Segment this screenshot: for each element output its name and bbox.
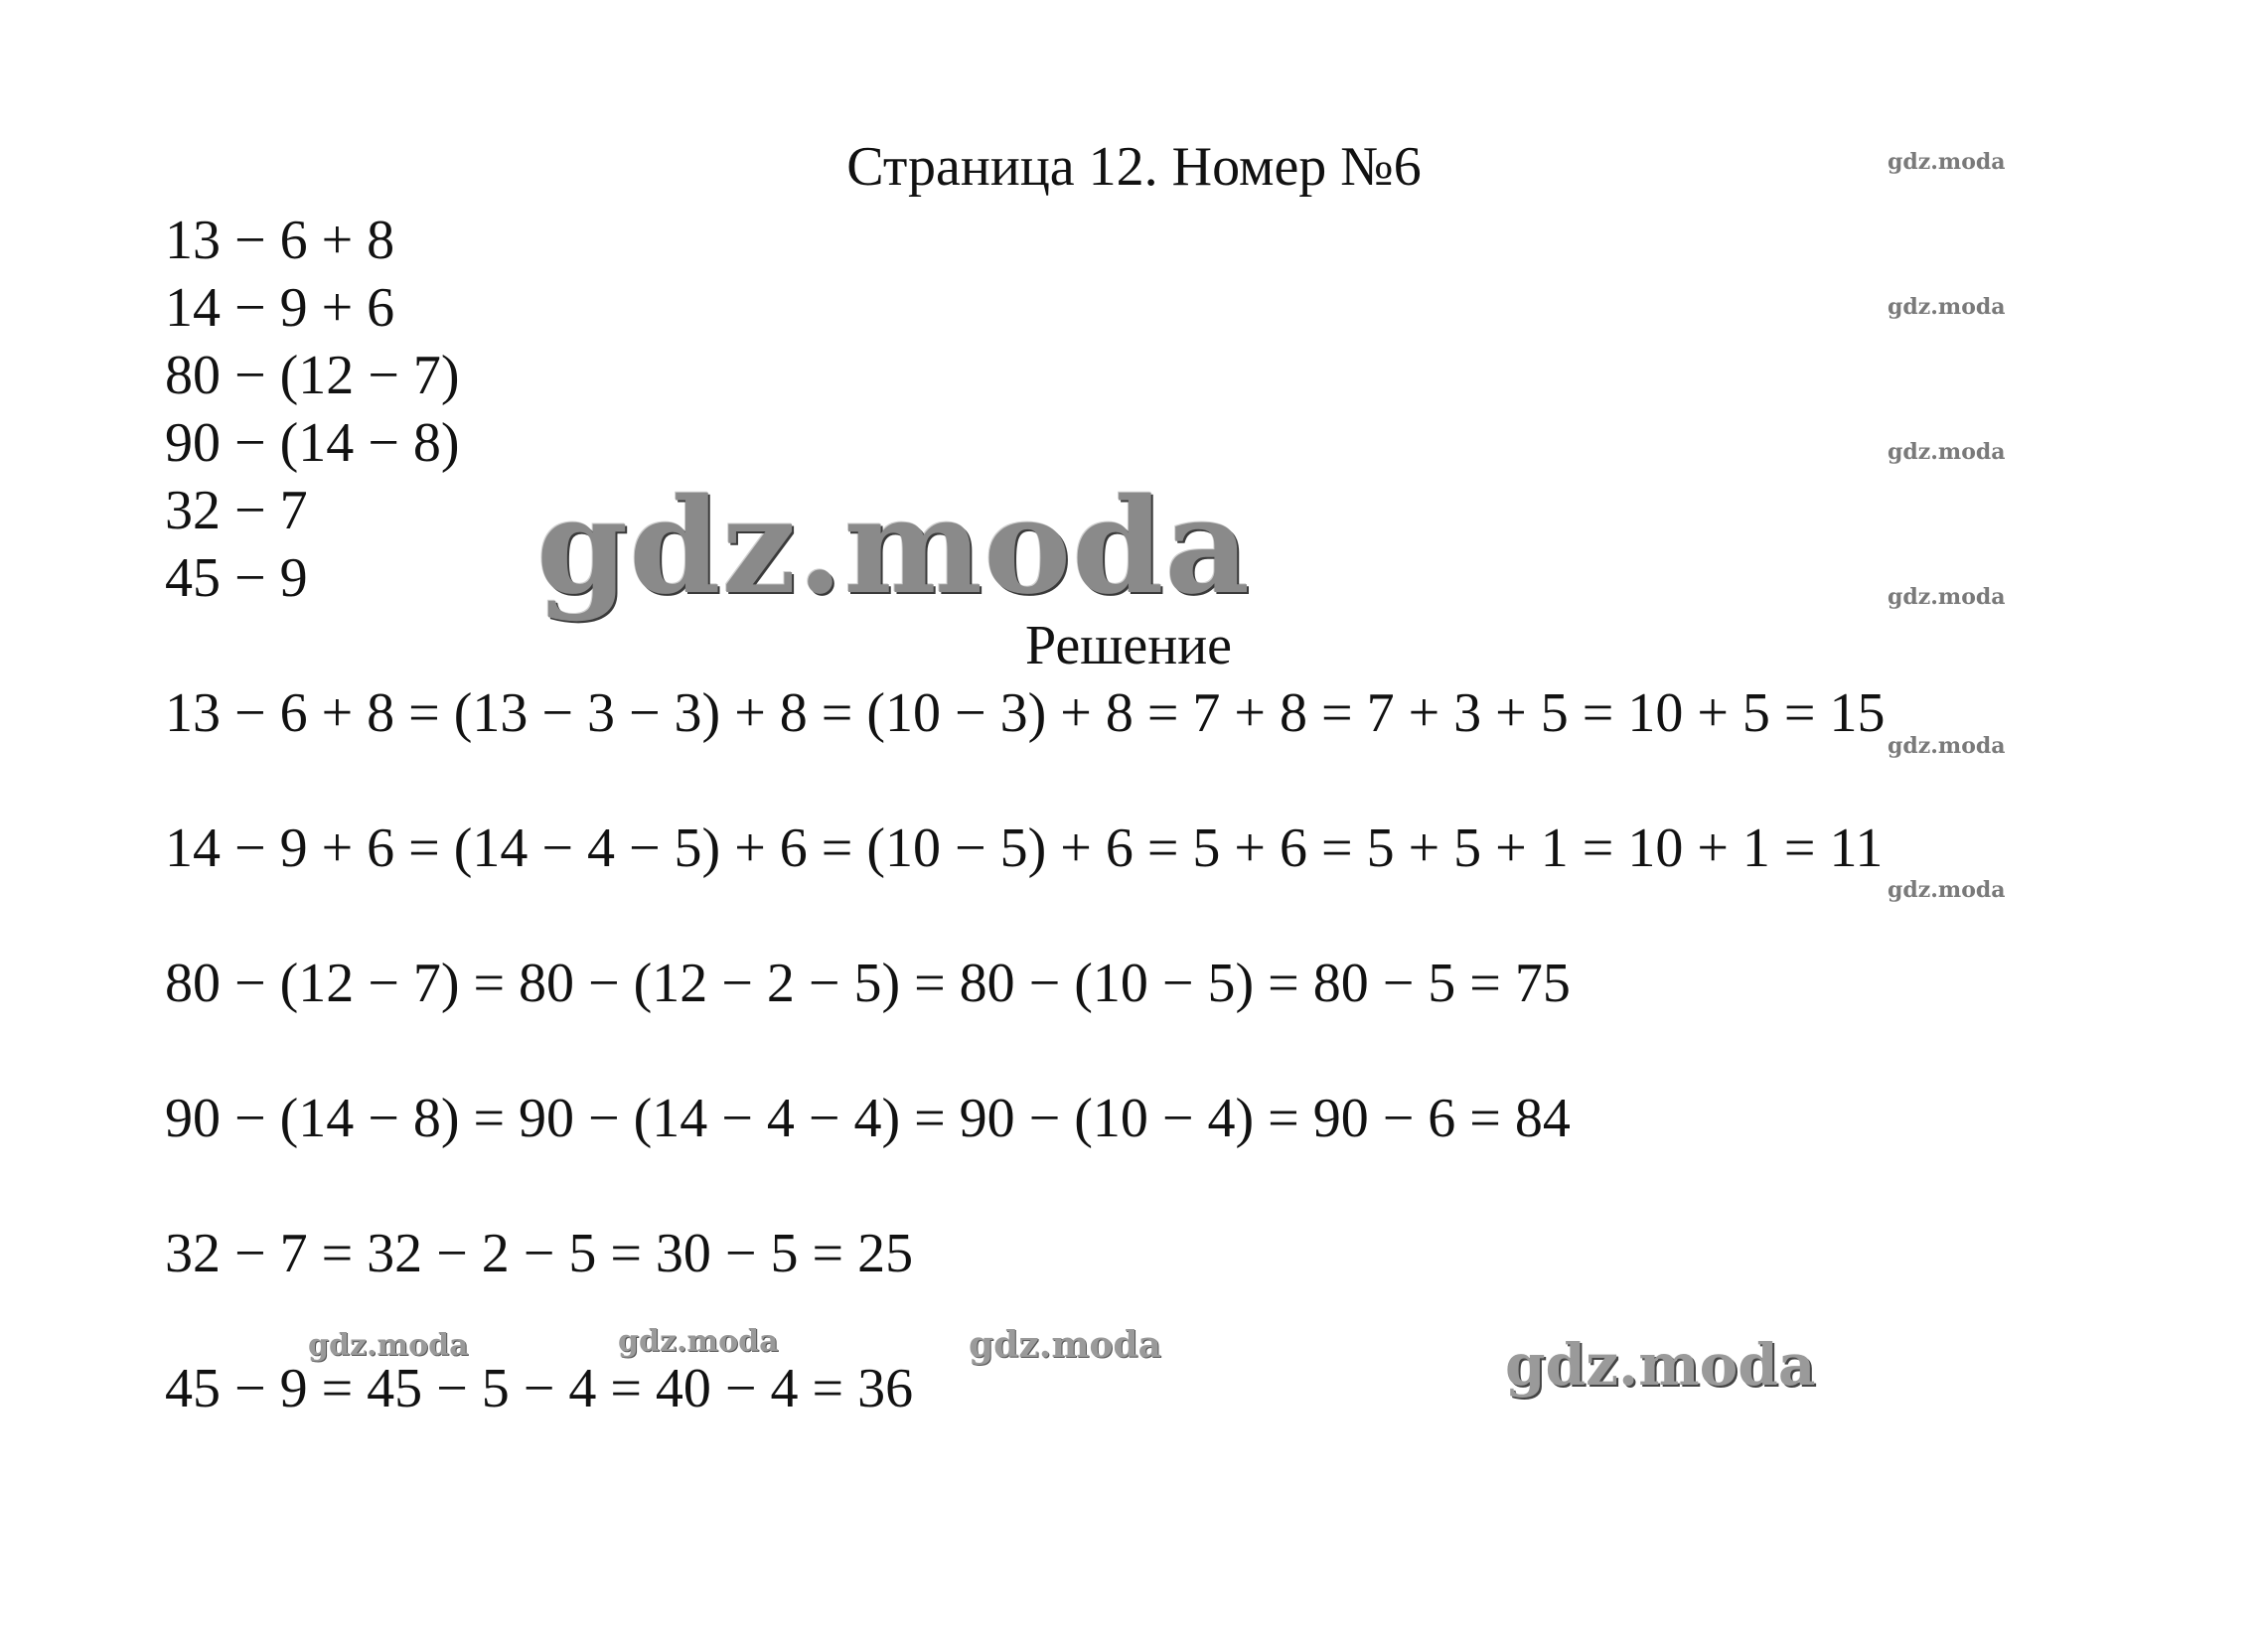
solution-line-3: 80 − (12 − 7) = 80 − (12 − 2 − 5) = 80 − (10 − 5) = 80 − 5 = 75 [165, 953, 1571, 1014]
solution-heading: Решение [1025, 615, 1233, 676]
watermark-small: gdz.moda [1888, 149, 2006, 175]
solution-line-1: 13 − 6 + 8 = (13 − 3 − 3) + 8 = (10 − 3) + 8 = 7 + 8 = 7 + 3 + 5 = 10 + 5 = 15 [165, 682, 1886, 744]
watermark-big: gdz.moda [536, 470, 1252, 624]
problem-4: 90 − (14 − 8) [165, 412, 460, 474]
problem-3: 80 − (12 − 7) [165, 345, 460, 406]
watermark-small: gdz.moda [1888, 877, 2006, 903]
watermark-medium: gdz.moda [618, 1324, 779, 1359]
problem-5: 32 − 7 [165, 480, 308, 541]
problem-6: 45 − 9 [165, 547, 308, 609]
solution-line-6: 45 − 9 = 45 − 5 − 4 = 40 − 4 = 36 [165, 1358, 914, 1419]
solution-line-5: 32 − 7 = 32 − 2 − 5 = 30 − 5 = 25 [165, 1223, 914, 1284]
watermark-medium: gdz.moda [308, 1328, 469, 1363]
watermark-small: gdz.moda [1888, 584, 2006, 610]
watermark-small: gdz.moda [1888, 733, 2006, 759]
solution-line-4: 90 − (14 − 8) = 90 − (14 − 4 − 4) = 90 − (10 − 4) = 90 − 6 = 84 [165, 1088, 1571, 1149]
page-title: Страница 12. Номер №6 [846, 136, 1422, 198]
watermark-small: gdz.moda [1888, 294, 2006, 320]
watermark-large: gdz.moda [1505, 1331, 1816, 1399]
problem-1: 13 − 6 + 8 [165, 210, 395, 271]
problem-2: 14 − 9 + 6 [165, 277, 395, 339]
watermark-medium: gdz.moda [969, 1324, 1161, 1366]
watermark-small: gdz.moda [1888, 439, 2006, 465]
solution-line-2: 14 − 9 + 6 = (14 − 4 − 5) + 6 = (10 − 5) + 6 = 5 + 6 = 5 + 5 + 1 = 10 + 1 = 11 [165, 817, 1884, 879]
